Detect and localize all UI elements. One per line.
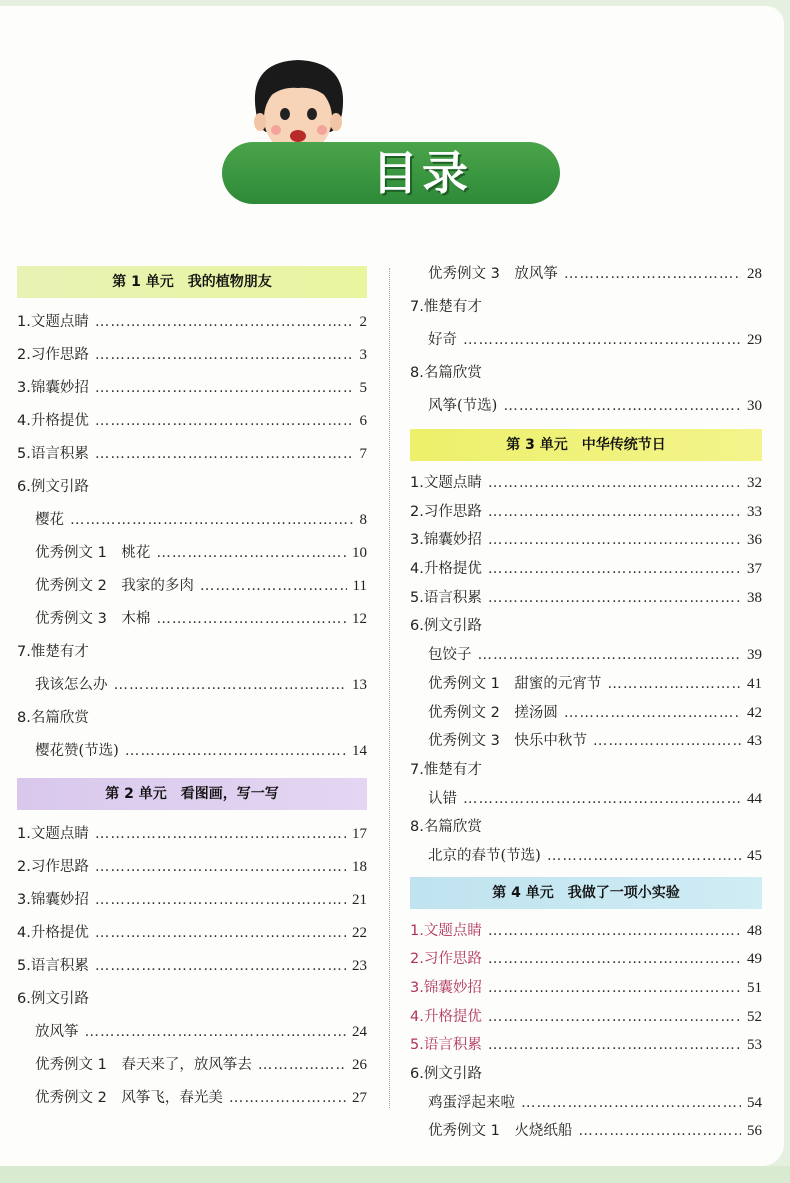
toc-entry[interactable] — [410, 390, 762, 423]
toc-entry[interactable] — [17, 339, 367, 372]
toc-entry[interactable] — [410, 555, 762, 584]
toc-entry-label: 6.例文引路 — [17, 479, 89, 495]
toc-entry-page-number: 10 — [352, 545, 367, 561]
dot-leader — [95, 851, 346, 884]
toc-entry-label: 优秀例文 2 我家的多肉 — [35, 578, 194, 594]
dot-leader — [95, 636, 361, 669]
toc-entry-page-number: 26 — [352, 1057, 367, 1073]
toc-entry[interactable] — [17, 570, 367, 603]
toc-entry-page-number: 53 — [747, 1037, 762, 1054]
toc-entry-page-number: 5 — [359, 380, 367, 396]
toc-entry-label: 1.文题点睛 — [410, 922, 482, 939]
toc-entry-label: 优秀例文 1 桃花 — [35, 545, 151, 561]
toc-entry-label: 7.惟楚有才 — [410, 761, 482, 778]
toc-entry-page-number: 18 — [352, 859, 367, 875]
dot-leader — [478, 641, 742, 670]
toc-entry-page-number: 51 — [747, 980, 762, 996]
toc-entry[interactable] — [410, 641, 762, 670]
toc-left-column — [17, 262, 367, 1115]
toc-entry-label: 北京的春节(节选) — [428, 847, 541, 864]
dot-leader — [95, 950, 346, 983]
dot-leader — [607, 670, 741, 699]
toc-entry-label: 6.例文引路 — [410, 1066, 482, 1083]
dot-leader — [156, 537, 346, 570]
dot-leader — [547, 842, 741, 871]
toc-entry[interactable] — [17, 983, 367, 1016]
toc-entry-label: 1.文题点睛 — [410, 475, 482, 491]
toc-entry-page-number: 44 — [747, 790, 762, 807]
toc-entry[interactable] — [17, 1049, 367, 1082]
dot-leader — [488, 756, 756, 785]
toc-entry-label: 2.习作思路 — [410, 503, 482, 520]
toc-entry-label: 樱花赞(节选) — [35, 743, 119, 759]
toc-entry-page-number: 37 — [747, 561, 762, 578]
toc-entry-page-number: 48 — [747, 922, 762, 939]
toc-entry[interactable] — [17, 669, 367, 702]
dot-leader — [593, 727, 741, 756]
toc-entry[interactable] — [410, 357, 762, 390]
dot-leader — [488, 1031, 741, 1060]
dot-leader — [95, 471, 361, 504]
unit-4-heading: 第 4 单元 我做了一项小实验 — [410, 877, 762, 909]
toc-entry[interactable] — [17, 884, 367, 917]
dot-leader — [95, 405, 354, 438]
toc-entry-page-number: 43 — [747, 733, 762, 750]
toc-entry-label: 7.惟楚有才 — [17, 644, 89, 660]
toc-entry[interactable] — [17, 735, 367, 768]
toc-entry[interactable] — [410, 291, 762, 324]
toc-entry-label: 优秀例文 1 春天来了，放风筝去 — [35, 1057, 252, 1073]
dot-leader — [229, 1082, 346, 1115]
dot-leader — [156, 603, 346, 636]
unit-3-heading: 第 3 单元 中华传统节日 — [410, 429, 762, 461]
toc-entry[interactable] — [17, 537, 367, 570]
toc-entry-page-number: 17 — [352, 826, 367, 842]
toc-entry-label: 优秀例文 1 火烧纸船 — [428, 1123, 573, 1140]
toc-entry[interactable] — [17, 950, 367, 983]
toc-entry[interactable] — [17, 603, 367, 636]
toc-entry-page-number: 3 — [359, 347, 367, 363]
dot-leader — [463, 324, 741, 357]
toc-entry[interactable] — [17, 405, 367, 438]
toc-entry-page-number: 21 — [352, 892, 367, 908]
toc-entry[interactable] — [410, 974, 762, 1003]
toc-entry-label: 3.锦囊妙招 — [410, 980, 482, 996]
toc-entry-label: 优秀例文 3 木棉 — [35, 611, 151, 627]
toc-entry-page-number: 29 — [747, 332, 762, 348]
dot-leader — [95, 917, 346, 950]
toc-entry-label: 鸡蛋浮起来啦 — [428, 1094, 515, 1111]
dot-leader — [488, 813, 756, 842]
toc-entry-page-number: 11 — [352, 578, 367, 594]
dot-leader — [488, 945, 741, 974]
toc-entry-page-number: 2 — [359, 314, 367, 330]
dot-leader — [95, 306, 354, 339]
dot-leader — [488, 526, 741, 555]
toc-entry[interactable] — [410, 842, 762, 871]
toc-entry-page-number: 6 — [359, 413, 367, 429]
toc-entry-page-number: 30 — [747, 398, 762, 414]
dot-leader — [488, 612, 756, 641]
toc-entry-label: 3.锦囊妙招 — [17, 892, 89, 908]
dot-leader — [114, 669, 347, 702]
toc-entry-page-number: 23 — [352, 958, 367, 974]
toc-entry[interactable] — [410, 498, 762, 527]
toc-entry[interactable] — [410, 584, 762, 613]
dot-leader — [488, 974, 741, 1003]
dot-leader — [95, 884, 346, 917]
dot-leader — [95, 983, 361, 1016]
toc-entry-page-number: 36 — [747, 532, 762, 549]
toc-entry-page-number: 54 — [747, 1094, 762, 1111]
toc-entry[interactable] — [410, 785, 762, 814]
dot-leader — [578, 1117, 741, 1146]
toc-entry[interactable] — [410, 1031, 762, 1060]
toc-entry-page-number: 22 — [352, 925, 367, 941]
toc-entry-label: 4.升格提优 — [17, 413, 89, 429]
dot-leader — [488, 1003, 741, 1032]
toc-entry-page-number: 33 — [747, 503, 762, 520]
toc-entry-page-number: 12 — [352, 611, 367, 627]
toc-entry[interactable] — [410, 945, 762, 974]
toc-entry[interactable] — [17, 1016, 367, 1049]
dot-leader — [488, 555, 741, 584]
dot-leader — [488, 917, 741, 946]
toc-entry-label: 5.语言积累 — [410, 1037, 482, 1054]
toc-entry-label: 6.例文引路 — [410, 618, 482, 635]
toc-entry[interactable] — [17, 851, 367, 884]
dot-leader — [95, 339, 354, 372]
dot-leader — [488, 469, 741, 498]
toc-entry[interactable] — [410, 699, 762, 728]
toc-entry-label: 优秀例文 1 甜蜜的元宵节 — [428, 675, 602, 692]
toc-entry[interactable] — [410, 756, 762, 785]
toc-entry-label: 认错 — [428, 790, 457, 807]
toc-entry-page-number: 14 — [352, 743, 367, 759]
toc-entry-page-number: 41 — [747, 675, 762, 692]
dot-leader — [488, 357, 756, 390]
dot-leader — [125, 735, 346, 768]
toc-entry-label: 8.名篇欣赏 — [17, 710, 89, 726]
dot-leader — [488, 584, 741, 613]
dot-leader — [95, 702, 361, 735]
toc-entry-label: 风筝(节选) — [428, 398, 498, 414]
toc-entry-label: 5.语言积累 — [410, 589, 482, 606]
toc-entry[interactable] — [410, 670, 762, 699]
toc-entry[interactable] — [17, 917, 367, 950]
toc-entry-label: 3.锦囊妙招 — [17, 380, 89, 396]
toc-right-column — [410, 258, 762, 1146]
toc-entry[interactable] — [17, 471, 367, 504]
toc-entry-label: 2.习作思路 — [17, 347, 89, 363]
toc-entry[interactable] — [17, 504, 367, 537]
toc-entry-page-number: 32 — [747, 475, 762, 491]
toc-entry-page-number: 28 — [747, 266, 762, 282]
toc-entry-label: 8.名篇欣赏 — [410, 819, 482, 836]
unit-2-heading: 第 2 单元 看图画，写一写 — [17, 778, 367, 810]
toc-entry[interactable] — [410, 727, 762, 756]
toc-entry-page-number: 13 — [352, 677, 367, 693]
toc-entry-label: 好奇 — [428, 332, 457, 348]
dot-leader — [95, 372, 354, 405]
toc-entry-label: 1.文题点睛 — [17, 314, 89, 330]
toc-entry[interactable] — [410, 813, 762, 842]
dot-leader — [85, 1016, 347, 1049]
toc-entry-page-number: 7 — [359, 446, 367, 462]
dot-leader — [258, 1049, 346, 1082]
toc-entry-label: 放风筝 — [35, 1024, 79, 1040]
toc-entry[interactable] — [410, 526, 762, 555]
dot-leader — [488, 291, 756, 324]
toc-entry-label: 2.习作思路 — [410, 951, 482, 968]
page-bottom-band — [0, 1166, 790, 1183]
toc-entry[interactable] — [410, 1089, 762, 1118]
toc-entry-page-number: 38 — [747, 589, 762, 606]
dot-leader — [503, 390, 741, 423]
page-title: 目录 — [372, 146, 472, 200]
dot-leader — [70, 504, 354, 537]
dot-leader — [95, 818, 346, 851]
toc-entry-label: 5.语言积累 — [17, 446, 89, 462]
dot-leader — [200, 570, 347, 603]
toc-entry-label: 3.锦囊妙招 — [410, 532, 482, 549]
toc-entry[interactable] — [17, 636, 367, 669]
toc-entry[interactable] — [410, 1060, 762, 1089]
toc-entry-page-number: 8 — [359, 512, 367, 528]
toc-entry[interactable] — [410, 1117, 762, 1146]
toc-entry[interactable] — [410, 469, 762, 498]
toc-entry[interactable] — [410, 612, 762, 641]
toc-entry[interactable] — [17, 438, 367, 471]
toc-entry-page-number: 49 — [747, 951, 762, 968]
toc-entry-label: 1.文题点睛 — [17, 826, 89, 842]
toc-entry-page-number: 39 — [747, 647, 762, 664]
toc-entry[interactable] — [410, 258, 762, 291]
toc-entry-page-number: 24 — [352, 1024, 367, 1040]
toc-entry-label: 2.习作思路 — [17, 859, 89, 875]
toc-entry-label: 包饺子 — [428, 647, 472, 664]
toc-entry-label: 樱花 — [35, 512, 64, 528]
dot-leader — [564, 699, 741, 728]
toc-entry-label: 优秀例文 3 放风筝 — [428, 266, 558, 282]
toc-entry-label: 优秀例文 2 搓汤圆 — [428, 704, 558, 721]
toc-entry-label: 4.升格提优 — [410, 561, 482, 578]
toc-entry-page-number: 45 — [747, 847, 762, 864]
unit-1-heading: 第 1 单元 我的植物朋友 — [17, 266, 367, 298]
dot-leader — [488, 498, 741, 527]
toc-entry-page-number: 42 — [747, 704, 762, 721]
dot-leader — [564, 258, 741, 291]
toc-entry-page-number: 27 — [352, 1090, 367, 1106]
toc-entry[interactable] — [410, 324, 762, 357]
toc-entry-label: 6.例文引路 — [17, 991, 89, 1007]
toc-entry-label: 优秀例文 2 风筝飞，春光美 — [35, 1090, 223, 1106]
toc-entry[interactable] — [410, 917, 762, 946]
dot-leader — [463, 785, 741, 814]
toc-entry[interactable] — [17, 702, 367, 735]
toc-entry-label: 4.升格提优 — [17, 925, 89, 941]
toc-entry[interactable] — [410, 1003, 762, 1032]
toc-entry[interactable] — [17, 306, 367, 339]
toc-entry-label: 7.惟楚有才 — [410, 299, 482, 315]
toc-entry[interactable] — [17, 372, 367, 405]
dot-leader — [95, 438, 354, 471]
dot-leader — [521, 1089, 741, 1118]
toc-entry[interactable] — [17, 1082, 367, 1115]
column-divider — [389, 268, 390, 1108]
toc-entry-page-number: 56 — [747, 1123, 762, 1140]
toc-entry-label: 4.升格提优 — [410, 1008, 482, 1025]
toc-entry-label: 优秀例文 3 快乐中秋节 — [428, 733, 587, 750]
dot-leader — [488, 1060, 756, 1089]
toc-entry-label: 8.名篇欣赏 — [410, 365, 482, 381]
toc-entry[interactable] — [17, 818, 367, 851]
toc-entry-page-number: 52 — [747, 1008, 762, 1025]
toc-entry-label: 我该怎么办 — [35, 677, 108, 693]
toc-entry-label: 5.语言积累 — [17, 958, 89, 974]
